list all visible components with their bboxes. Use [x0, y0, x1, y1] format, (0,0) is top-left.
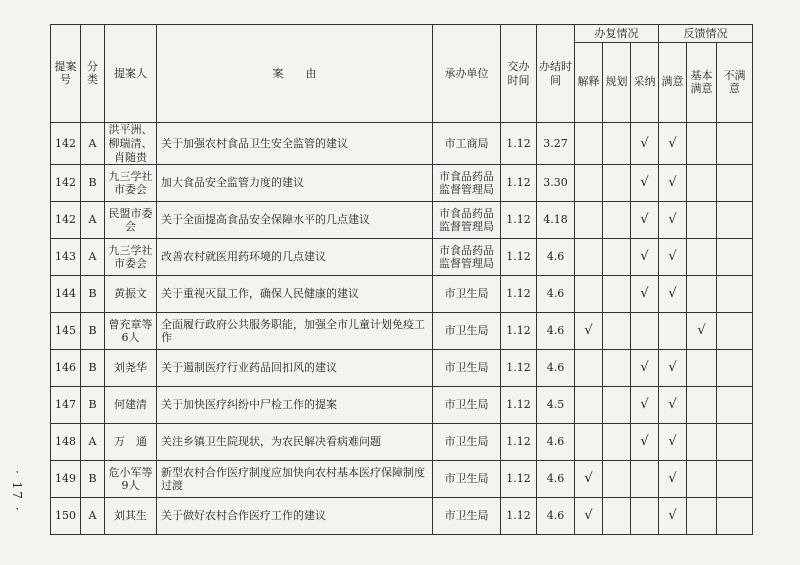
cell-basically-satisfied [687, 461, 717, 498]
cell-subject: 关于加强农村食品卫生安全监管的建议 [157, 123, 433, 165]
cell-plan [603, 165, 631, 202]
cell-basically-satisfied [687, 387, 717, 424]
cell-basically-satisfied [687, 498, 717, 535]
header-proposer: 提案人 [105, 25, 157, 123]
cell-completed: 4.6 [537, 350, 575, 387]
table-row [51, 313, 753, 350]
cell-category: B [81, 387, 105, 424]
cell-proposal-no: 146 [51, 350, 81, 387]
table-row [51, 498, 753, 535]
cell-subject: 关于重视灭鼠工作，确保人民健康的建议 [157, 276, 433, 313]
cell-adopt: √ [631, 123, 659, 165]
cell-satisfied: √ [659, 202, 687, 239]
table-row [51, 461, 753, 498]
cell-proposal-no: 142 [51, 123, 81, 165]
cell-handler: 市卫生局 [433, 498, 501, 535]
cell-basically-satisfied [687, 123, 717, 165]
header-basically-satisfied: 基本满意 [687, 43, 717, 123]
cell-subject: 改善农村就医用药环境的几点建议 [157, 239, 433, 276]
cell-category: B [81, 313, 105, 350]
cell-handler: 市卫生局 [433, 276, 501, 313]
cell-assigned: 1.12 [501, 202, 537, 239]
cell-explain [575, 276, 603, 313]
cell-explain [575, 387, 603, 424]
cell-dissatisfied [717, 165, 753, 202]
cell-satisfied: √ [659, 461, 687, 498]
cell-plan [603, 424, 631, 461]
table-row [51, 239, 753, 276]
cell-subject: 关注乡镇卫生院现状，为农民解决看病难问题 [157, 424, 433, 461]
cell-proposal-no: 144 [51, 276, 81, 313]
cell-proposer: 刘其生 [105, 498, 157, 535]
cell-assigned: 1.12 [501, 461, 537, 498]
cell-explain [575, 350, 603, 387]
cell-satisfied: √ [659, 123, 687, 165]
cell-assigned: 1.12 [501, 276, 537, 313]
cell-satisfied: √ [659, 276, 687, 313]
cell-handler: 市卫生局 [433, 387, 501, 424]
cell-assigned: 1.12 [501, 350, 537, 387]
cell-category: B [81, 276, 105, 313]
cell-adopt [631, 313, 659, 350]
cell-adopt [631, 461, 659, 498]
cell-subject: 关于遏制医疗行业药品回扣风的建议 [157, 350, 433, 387]
cell-category: B [81, 165, 105, 202]
cell-satisfied: √ [659, 239, 687, 276]
cell-basically-satisfied [687, 276, 717, 313]
cell-basically-satisfied [687, 424, 717, 461]
cell-completed: 4.6 [537, 276, 575, 313]
cell-dissatisfied [717, 202, 753, 239]
cell-handler: 市工商局 [433, 123, 501, 165]
cell-plan [603, 387, 631, 424]
cell-dissatisfied [717, 276, 753, 313]
cell-assigned: 1.12 [501, 123, 537, 165]
cell-handler: 市食品药品监督管理局 [433, 239, 501, 276]
table-header [51, 25, 753, 123]
cell-proposer: 曾充章等6人 [105, 313, 157, 350]
cell-category: A [81, 424, 105, 461]
cell-satisfied: √ [659, 165, 687, 202]
cell-plan [603, 461, 631, 498]
cell-subject: 关于加快医疗纠纷中尸检工作的提案 [157, 387, 433, 424]
cell-category: A [81, 202, 105, 239]
table-row [51, 202, 753, 239]
cell-dissatisfied [717, 239, 753, 276]
cell-handler: 市卫生局 [433, 350, 501, 387]
cell-subject: 关于全面提高食品安全保障水平的几点建议 [157, 202, 433, 239]
cell-completed: 4.6 [537, 498, 575, 535]
cell-satisfied: √ [659, 424, 687, 461]
header-dissatisfied: 不满意 [717, 43, 753, 123]
table-body [51, 123, 753, 535]
header-proposal-no: 提案号 [51, 25, 81, 123]
cell-plan [603, 123, 631, 165]
cell-plan [603, 239, 631, 276]
cell-proposal-no: 142 [51, 202, 81, 239]
cell-adopt [631, 498, 659, 535]
header-reply-group: 办复情况 [575, 25, 659, 43]
cell-proposal-no: 143 [51, 239, 81, 276]
cell-subject: 新型农村合作医疗制度应加快向农村基本医疗保障制度过渡 [157, 461, 433, 498]
cell-completed: 3.30 [537, 165, 575, 202]
cell-basically-satisfied [687, 350, 717, 387]
cell-proposer: 九三学社市委会 [105, 165, 157, 202]
cell-completed: 3.27 [537, 123, 575, 165]
cell-proposal-no: 142 [51, 165, 81, 202]
cell-subject: 全面履行政府公共服务职能，加强全市儿童计划免疫工作 [157, 313, 433, 350]
table-row [51, 123, 753, 165]
table-row [51, 387, 753, 424]
header-satisfied: 满意 [659, 43, 687, 123]
header-handler: 承办单位 [433, 25, 501, 123]
cell-proposal-no: 148 [51, 424, 81, 461]
cell-proposer: 九三学社市委会 [105, 239, 157, 276]
cell-basically-satisfied [687, 165, 717, 202]
cell-proposer: 危小军等9人 [105, 461, 157, 498]
header-plan: 规划 [603, 43, 631, 123]
cell-assigned: 1.12 [501, 387, 537, 424]
cell-completed: 4.18 [537, 202, 575, 239]
cell-category: A [81, 239, 105, 276]
cell-explain: √ [575, 498, 603, 535]
cell-proposer: 洪平洲、柳瑞清、肖随贵 [105, 123, 157, 165]
cell-plan [603, 313, 631, 350]
cell-adopt: √ [631, 350, 659, 387]
cell-proposer: 黄振文 [105, 276, 157, 313]
cell-category: B [81, 461, 105, 498]
cell-category: A [81, 123, 105, 165]
cell-explain [575, 239, 603, 276]
cell-assigned: 1.12 [501, 239, 537, 276]
cell-handler: 市食品药品监督管理局 [433, 165, 501, 202]
cell-adopt: √ [631, 239, 659, 276]
cell-assigned: 1.12 [501, 313, 537, 350]
cell-adopt: √ [631, 202, 659, 239]
cell-satisfied: √ [659, 387, 687, 424]
cell-assigned: 1.12 [501, 424, 537, 461]
cell-explain: √ [575, 313, 603, 350]
cell-explain [575, 202, 603, 239]
cell-satisfied: √ [659, 498, 687, 535]
cell-explain [575, 424, 603, 461]
cell-completed: 4.6 [537, 461, 575, 498]
cell-adopt: √ [631, 276, 659, 313]
cell-adopt: √ [631, 165, 659, 202]
header-feedback-group: 反馈情况 [659, 25, 753, 43]
table-row [51, 424, 753, 461]
header-assigned: 交办时间 [501, 25, 537, 123]
header-subject: 案 由 [157, 25, 433, 123]
cell-assigned: 1.12 [501, 165, 537, 202]
cell-proposal-no: 145 [51, 313, 81, 350]
cell-subject: 关于做好农村合作医疗工作的建议 [157, 498, 433, 535]
cell-adopt: √ [631, 424, 659, 461]
cell-completed: 4.5 [537, 387, 575, 424]
header-completed: 办结时间 [537, 25, 575, 123]
cell-proposer: 何建清 [105, 387, 157, 424]
cell-satisfied [659, 313, 687, 350]
cell-subject: 加大食品安全监管力度的建议 [157, 165, 433, 202]
cell-plan [603, 202, 631, 239]
cell-dissatisfied [717, 313, 753, 350]
cell-handler: 市卫生局 [433, 461, 501, 498]
cell-plan [603, 498, 631, 535]
proposal-table [50, 24, 753, 535]
cell-category: A [81, 498, 105, 535]
cell-explain: √ [575, 461, 603, 498]
cell-adopt: √ [631, 387, 659, 424]
cell-proposal-no: 149 [51, 461, 81, 498]
cell-plan [603, 276, 631, 313]
cell-dissatisfied [717, 498, 753, 535]
cell-proposal-no: 150 [51, 498, 81, 535]
cell-explain [575, 123, 603, 165]
cell-basically-satisfied: √ [687, 313, 717, 350]
cell-proposer: 万 通 [105, 424, 157, 461]
cell-basically-satisfied [687, 202, 717, 239]
table-row [51, 165, 753, 202]
header-explain: 解释 [575, 43, 603, 123]
cell-satisfied: √ [659, 350, 687, 387]
header-category: 分类 [81, 25, 105, 123]
cell-dissatisfied [717, 123, 753, 165]
table-row [51, 350, 753, 387]
cell-dissatisfied [717, 424, 753, 461]
cell-plan [603, 350, 631, 387]
cell-handler: 市食品药品监督管理局 [433, 202, 501, 239]
header-adopt: 采纳 [631, 43, 659, 123]
cell-dissatisfied [717, 461, 753, 498]
cell-dissatisfied [717, 350, 753, 387]
cell-proposal-no: 147 [51, 387, 81, 424]
cell-dissatisfied [717, 387, 753, 424]
cell-basically-satisfied [687, 239, 717, 276]
cell-completed: 4.6 [537, 313, 575, 350]
page-number: · 17 · [10, 470, 24, 513]
cell-completed: 4.6 [537, 424, 575, 461]
cell-assigned: 1.12 [501, 498, 537, 535]
cell-handler: 市卫生局 [433, 424, 501, 461]
cell-category: B [81, 350, 105, 387]
table-row [51, 276, 753, 313]
cell-explain [575, 165, 603, 202]
cell-handler: 市卫生局 [433, 313, 501, 350]
cell-completed: 4.6 [537, 239, 575, 276]
cell-proposer: 民盟市委会 [105, 202, 157, 239]
cell-proposer: 刘尧华 [105, 350, 157, 387]
